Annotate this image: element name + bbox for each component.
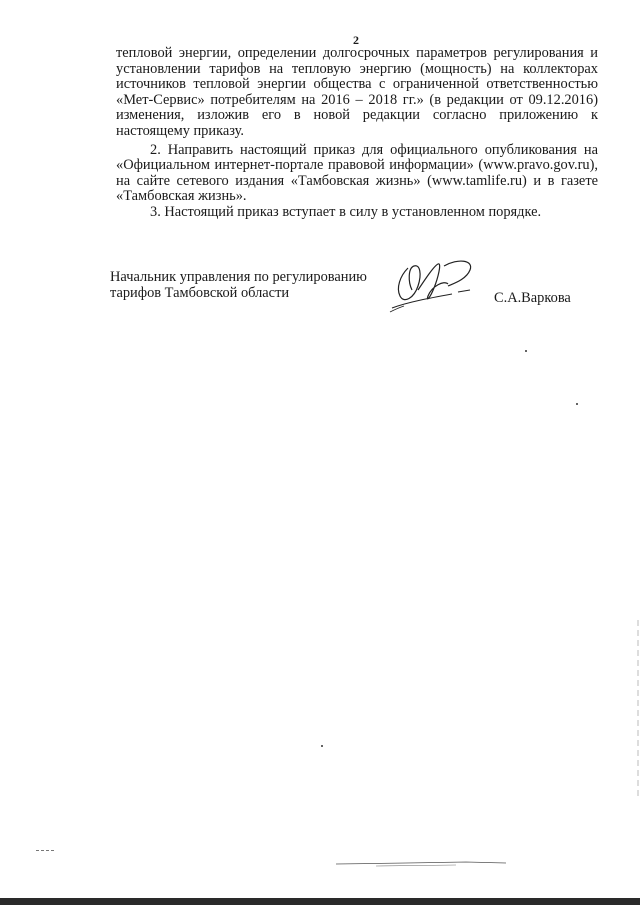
signature-block (110, 270, 610, 330)
signer-position (110, 270, 400, 301)
scan-speck (525, 350, 527, 352)
scan-mark (36, 850, 54, 853)
scan-line-mark (336, 858, 506, 868)
paragraph-publication: 2. Направить настоящий приказ для официального опубликования на «Официальном интернет-портале правовой информации» (www.pravo.gov.ru), на сайте сетевого издания «Тамбовская жизнь» (www.tamlife.ru) и в газете «Тамбовская жизнь». (116, 141, 598, 205)
signer-position-line-1: Начальник управления по регулированию (110, 269, 367, 285)
signer-position-line-2: тарифов Тамбовской области (110, 284, 290, 301)
document-body (116, 46, 598, 221)
scan-speck (321, 745, 323, 747)
paragraph-continuation: тепловой энергии, определении долгосрочных параметров регулирования и установлении тарифов на тепловую энергию (мощность) на коллекторах источников тепловой энергии общества с ограниченной ответственностью «Мет-Сервис» потребителям на 2016 – 2018 гг.» (в редакции от 09.12.2016) изменения, изложив его в новой редакции согласно приложению к настоящему приказу. (116, 45, 598, 139)
scan-bottom-edge (0, 898, 640, 905)
paragraph-effective: 3. Настоящий приказ вступает в силу в установленном порядке. (150, 203, 542, 220)
scan-speck (576, 403, 578, 405)
page-number: 2 (353, 33, 359, 47)
signer-name: С.А.Варкова (494, 290, 571, 306)
handwritten-signature (378, 256, 488, 322)
